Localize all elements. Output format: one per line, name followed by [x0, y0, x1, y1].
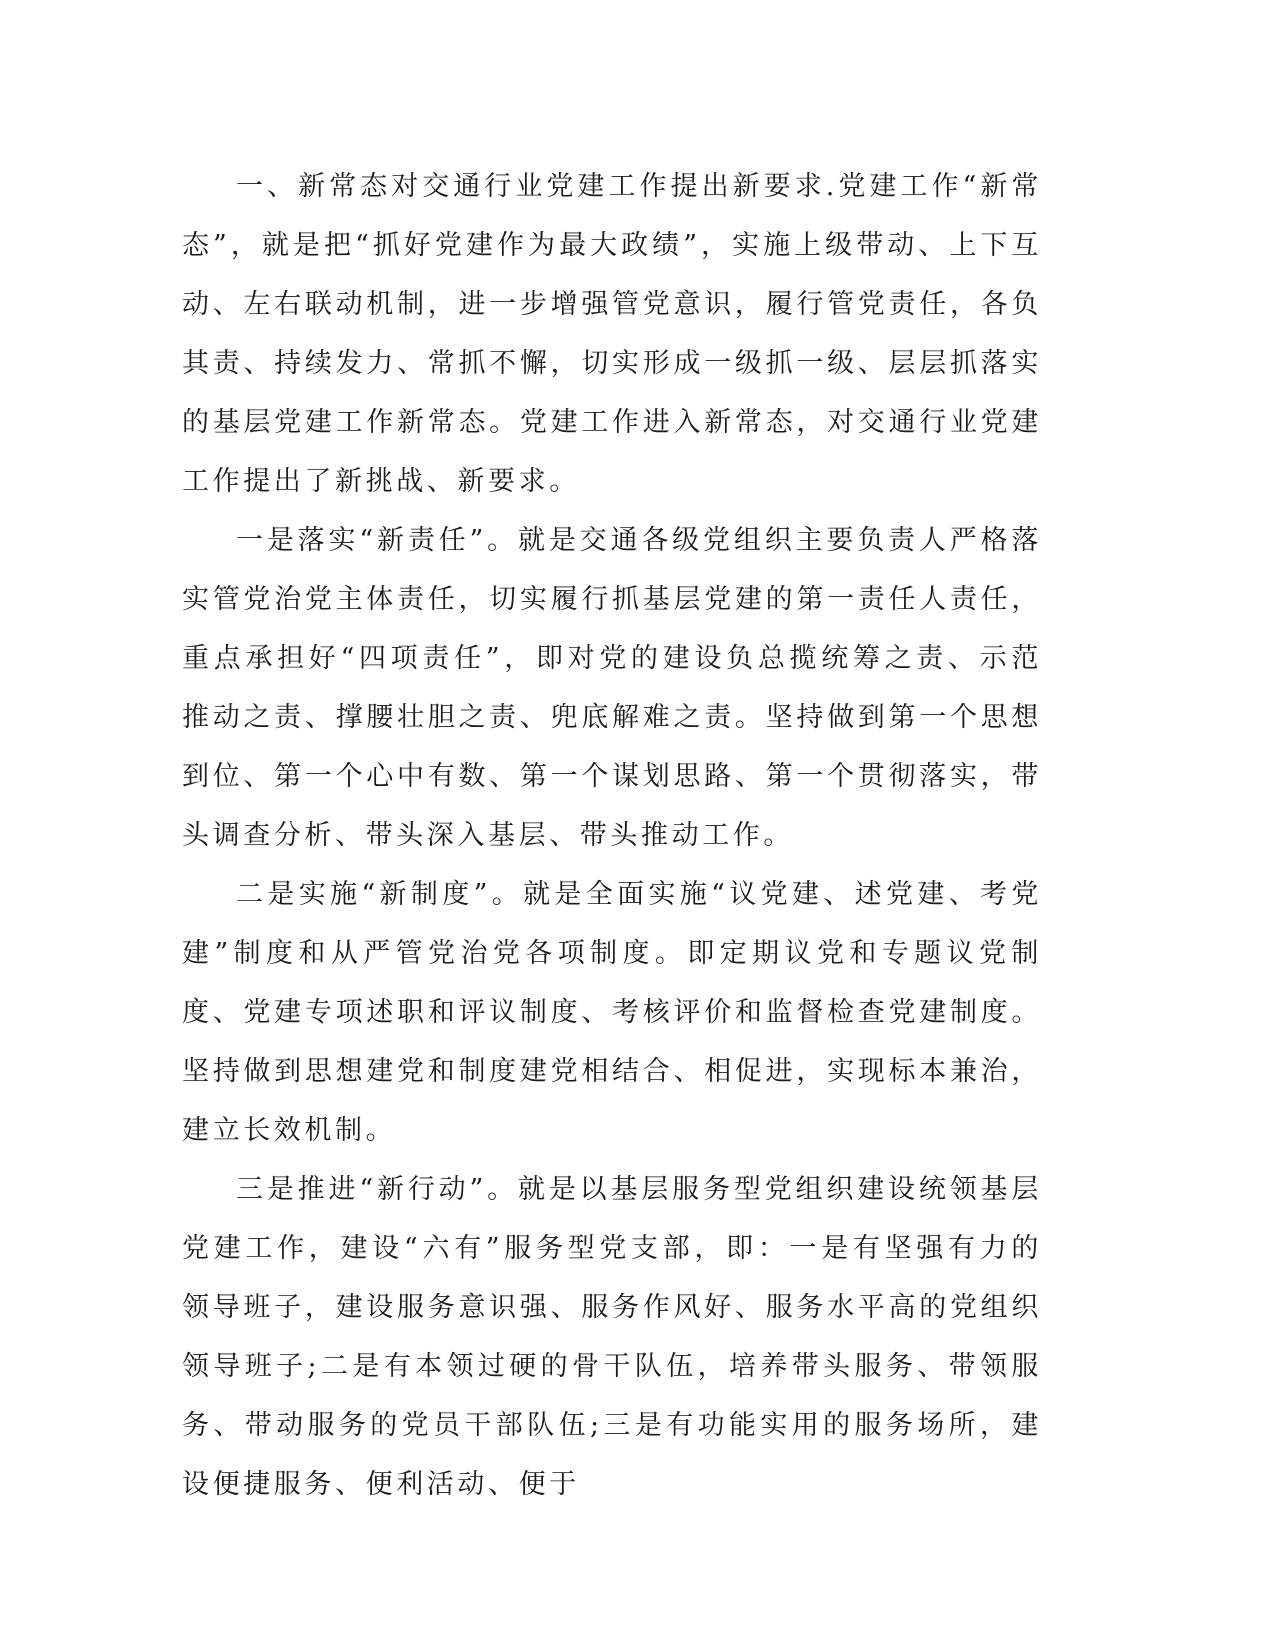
paragraph-intro: 一、新常态对交通行业党建工作提出新要求.党建工作“新常态”，就是把“抓好党建作为最大政绩”，实施上级带动、上下互动、左右联动机制，进一步增强管党意识，履行管党责任，各负其责、持续发力、常抓不懈，切实形成一级抓一级、层层抓落实的基层党建工作新常态。党建工作进入新常态，对交通行业党建工作提出了新挑战、新要求。 [182, 171, 1042, 497]
paragraph-new-responsibility: 一是落实“新责任”。就是交通各级党组织主要负责人严格落实管党治党主体责任，切实履行抓基层党建的第一责任人责任，重点承担好“四项责任”，即对党的建设负总揽统筹之责、示范推动之责、撑腰壮胆之责、兜底解难之责。坚持做到第一个思想到位、第一个心中有数、第一个谋划思路、第一个贯彻落实，带头调查分析、带头深入基层、带头推动工作。 [182, 525, 1042, 851]
paragraph-new-action: 三是推进“新行动”。就是以基层服务型党组织建设统领基层党建工作，建设“六有”服务型党支部，即：一是有坚强有力的领导班子，建设服务意识强、服务作风好、服务水平高的党组织领导班子;二是有本领过硬的骨干队伍，培养带头服务、带领服务、带动服务的党员干部队伍;三是有功能实用的服务场所，建设便捷服务、便利活动、便于 [182, 1174, 1042, 1500]
paragraph-new-system: 二是实施“新制度”。就是全面实施“议党建、述党建、考党建”制度和从严管党治党各项制度。即定期议党和专题议党制度、党建专项述职和评议制度、考核评价和监督检查党建制度。坚持做到思想建党和制度建党相结合、相促进，实现标本兼治，建立长效机制。 [182, 879, 1042, 1146]
document-body [182, 157, 1042, 1514]
